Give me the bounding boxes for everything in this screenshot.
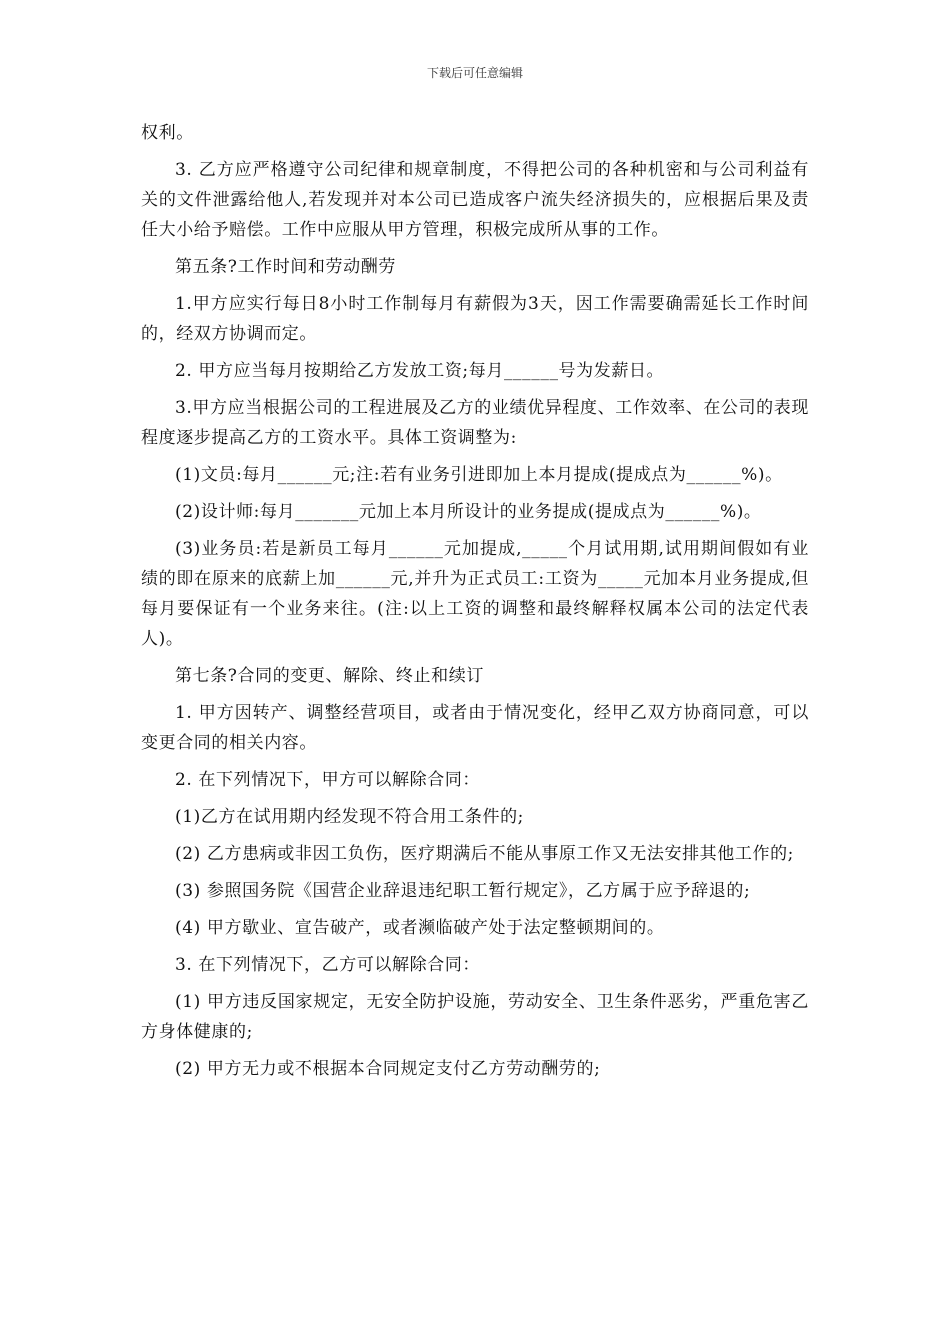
paragraph: 2. 在下列情况下，甲方可以解除合同： [175, 770, 481, 790]
paragraph: (2) 乙方患病或非因工负伤，医疗期满后不能从事原工作又无法安排其他工作的; [175, 844, 795, 864]
paragraph: 2. 甲方应当每月按期给乙方发放工资;每月______号为发薪日。 [175, 361, 665, 381]
paragraph: 1. 甲方因转产、调整经营项目，或者由于情况变化，经甲乙双方协商同意，可以变更合同的相关内容。 [141, 703, 809, 753]
paragraph: (2)设计师:每月_______元加上本月所设计的业务提成(提成点为______%)。 [175, 502, 762, 522]
paragraph: 1.甲方应实行每日8小时工作制每月有薪假为3天，因工作需要确需延长工作时间的，经双方协调而定。 [141, 294, 809, 344]
paragraph: 3. 在下列情况下，乙方可以解除合同： [175, 955, 481, 975]
paragraph: (3) 参照国务院《国营企业辞退违纪职工暂行规定》，乙方属于应予辞退的; [175, 881, 751, 901]
section-heading: 第七条?合同的变更、解除、终止和续订 [175, 666, 484, 686]
paragraph: 3. 乙方应严格遵守公司纪律和规章制度，不得把公司的各种机密和与公司利益有关的文件泄露给他人,若发现并对本公司已造成客户流失经济损失的，应根据后果及责任大小给予赔偿。工作中应服从甲方管理，积极完成所从事的工作。 [141, 160, 809, 240]
paragraph: 权利。 [141, 123, 194, 143]
contract-body [141, 118, 809, 1091]
paragraph: (1)乙方在试用期内经发现不符合用工条件的; [175, 807, 525, 827]
paragraph: 3.甲方应当根据公司的工程进展及乙方的业绩优异程度、工作效率、在公司的表现程度逐步提高乙方的工资水平。具体工资调整为: [141, 398, 809, 448]
paragraph: (1) 甲方违反国家规定，无安全防护设施，劳动安全、卫生条件恶劣，严重危害乙方身体健康的; [141, 992, 809, 1042]
paragraph: (2) 甲方无力或不根据本合同规定支付乙方劳动酬劳的; [175, 1059, 601, 1079]
section-heading: 第五条?工作时间和劳动酬劳 [175, 257, 396, 277]
paragraph: (3)业务员:若是新员工每月______元加提成,_____个月试用期,试用期间假如有业绩的即在原来的底薪上加______元,并升为正式员工:工资为_____元加本月业务提成,但每月要保证有一个业务来往。(注:以上工资的调整和最终解释权属本公司的法定代表人)。 [141, 539, 809, 649]
paragraph: (1)文员:每月______元;注:若有业务引进即加上本月提成(提成点为______%)。 [175, 465, 783, 485]
paragraph: (4) 甲方歇业、宣告破产，或者濒临破产处于法定整顿期间的。 [175, 918, 665, 938]
page-header-note: 下载后可任意编辑 [426, 66, 523, 80]
